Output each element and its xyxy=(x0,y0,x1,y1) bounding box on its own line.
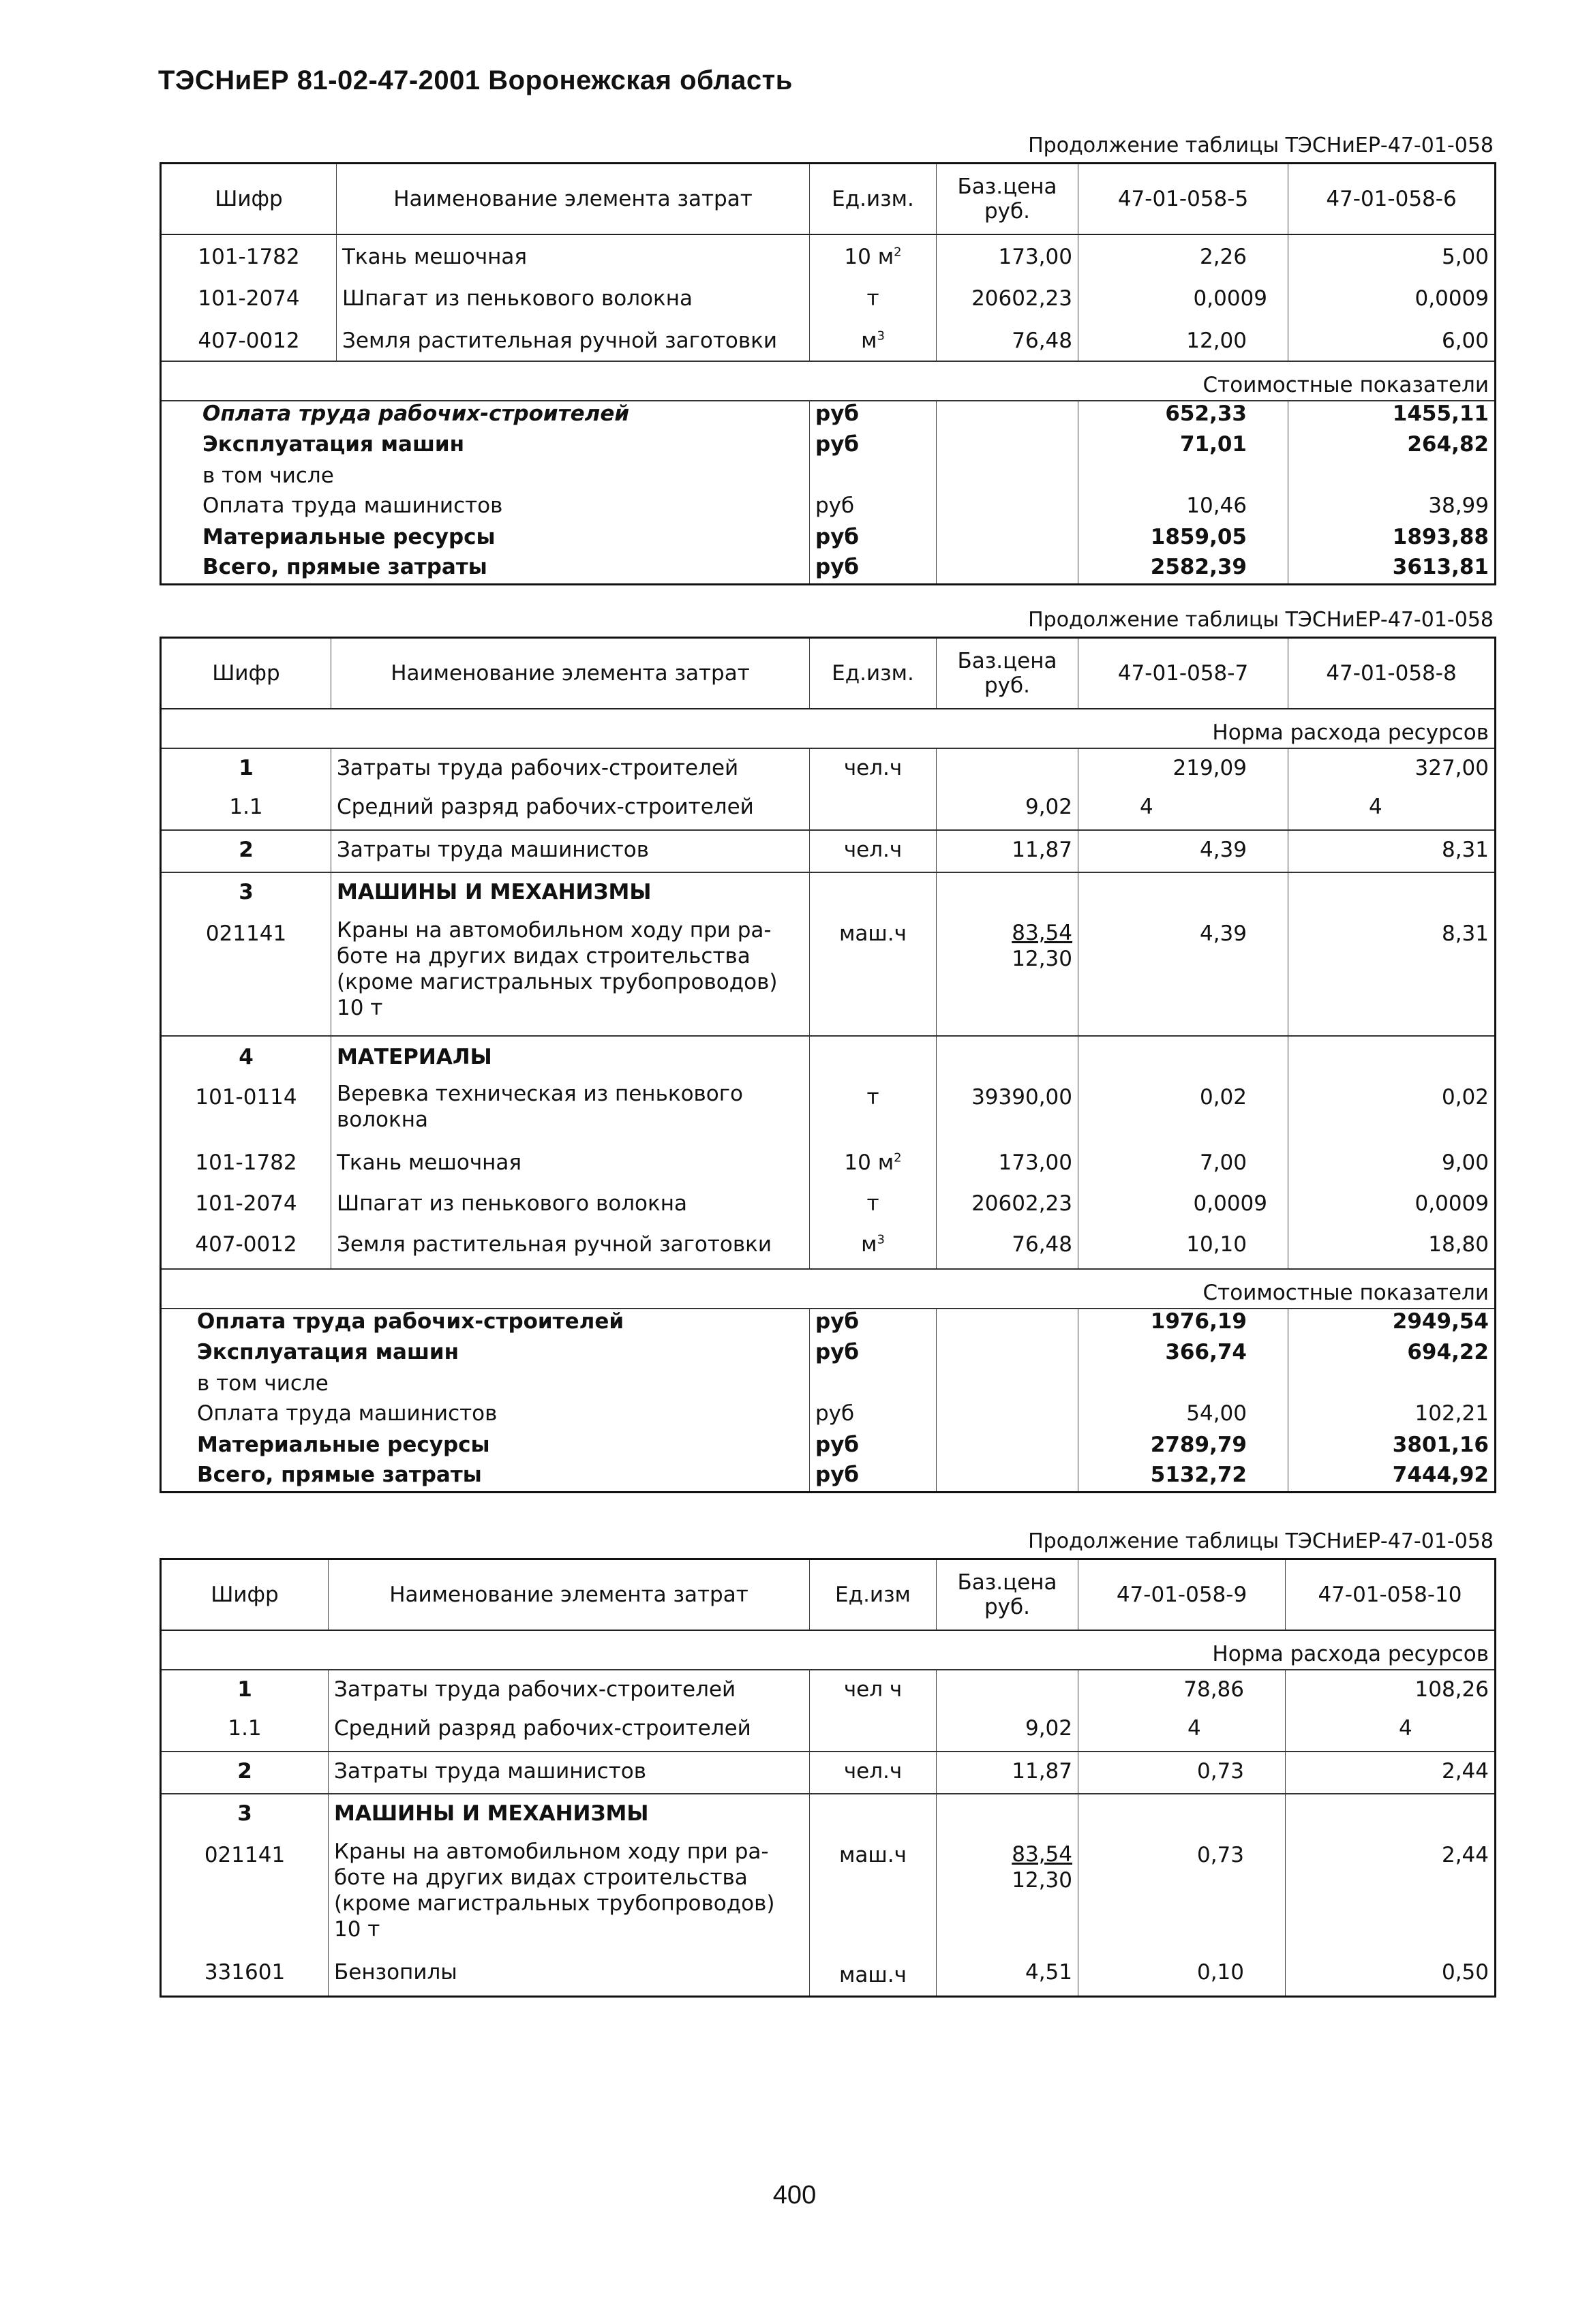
norm-header: Норма расхода ресурсов xyxy=(161,709,1496,748)
table-row: 101-2074 Шпагат из пенькового волокна т 20602,23 0,0009 0,0009 xyxy=(161,1186,1496,1227)
table-row: 1 Затраты труда рабочих-строителей чел.ч 219,09 327,00 xyxy=(161,748,1496,791)
table-row: 021141 Краны на автомобильном ходу при ра-боте на других видах строительства (кроме магистральных трубопроводов) 10 т маш.ч 83,54 12,30 4,39 8,31 xyxy=(161,915,1496,1036)
table-row: 101-1782 Ткань мешочная 10 $м^2$ 173,00 2,26 5,00 xyxy=(161,234,1496,277)
col-name-header: Наименование элемента затрат xyxy=(331,638,810,709)
table3: Шифр Наименование элемента затрат Ед.изм Баз.цена руб. 47-01-058-9 47-01-058-10 Норма расхода ресурсов 1 Затраты труда рабочих-строителей чел ч 78,86 108,26 1.1 Средний разряд рабочих-строителей 9,02 4 4 2 Затраты труда машинистов чел.ч 11,87 0,73 2,44 3 МАШИНЫ И МЕХАНИЗМЫ 021141 Краны на автомобильном ходу при ра-боте на других видах строительства (кроме магистральных трубопроводов) 10 т маш.ч 83,54 12,30 0,73 2,44 331601 Бензопилы маш.ч 4,51 0,10 0,50 xyxy=(160,1558,1496,1998)
table-row: 021141 Краны на автомобильном ходу при ра-боте на других видах строительства (кроме магистральных трубопроводов) 10 т маш.ч 83,54 12,30 0,73 2,44 xyxy=(161,1836,1496,1956)
col-b-header: 47-01-058-10 xyxy=(1286,1559,1496,1630)
table3-continuation: Продолжение таблицы ТЭСНиЕР-47-01-058 xyxy=(1028,1529,1494,1553)
col-price-header: Баз.цена руб. xyxy=(937,1559,1078,1630)
cost-header: Стоимостные показатели xyxy=(161,361,1496,401)
table2: Шифр Наименование элемента затрат Ед.изм. Баз.цена руб. 47-01-058-7 47-01-058-8 Норма расхода ресурсов 1 Затраты труда рабочих-строителей чел.ч 219,09 327,00 1.1 Средний разряд рабочих-строителей 9,02 4 4 2 Затраты труда машинистов чел.ч 11,87 4,39 8,31 3 МАШИНЫ И МЕХАНИЗМЫ 021141 Краны на автомобильном ходу при ра-боте на других видах строительства (кроме магистральных трубопроводов) 10 т маш.ч 83,54 12,30 4,39 8,31 4 МАТЕРИАЛЫ 101-0114 Веревка техническая из пенькового волокна т 39390,00 0,02 0,02 101-1782 Ткань мешочная 10 $м^2$ 173,00 7,00 9,00 101-2074 Шпагат из пенькового волокна т 20602,23 0,0009 0,0009 407-0012 Земля растительная ручной заготовки $м^3$ 76,48 10,10 18,80 Стоимостные показатели Оплата труда рабочих-строителей руб 1976,19 2949,54 Эксплуатация машин руб 366,74 694,22 в том числе Оплата труда машинистов руб 54,00 102,21 Материальные ресурсы руб 2789,79 3801,16 Всего, прямые затраты руб 5132,72 7444,92 xyxy=(160,637,1496,1493)
table-row: 407-0012 Земля растительная ручной заготовки $м^3$ 76,48 10,10 18,80 xyxy=(161,1227,1496,1269)
table-row: 1.1 Средний разряд рабочих-строителей 9,02 4 4 xyxy=(161,1712,1496,1752)
col-a-header: 47-01-058-9 xyxy=(1078,1559,1286,1630)
col-price-header: Баз.цена руб. xyxy=(937,638,1078,709)
table-row: 331601 Бензопилы маш.ч 4,51 0,10 0,50 xyxy=(161,1956,1496,1997)
cost-header: Стоимостные показатели xyxy=(161,1269,1496,1309)
table-row: 101-0114 Веревка техническая из пенькового волокна т 39390,00 0,02 0,02 xyxy=(161,1078,1496,1145)
col-a-header: 47-01-058-5 xyxy=(1078,164,1288,234)
col-code-header: Шифр xyxy=(161,164,337,234)
col-a-header: 47-01-058-7 xyxy=(1078,638,1288,709)
table-row: 101-2074 Шпагат из пенькового волокна т 20602,23 0,0009 0,0009 xyxy=(161,277,1496,319)
col-b-header: 47-01-058-6 xyxy=(1288,164,1496,234)
col-name-header: Наименование элемента затрат xyxy=(337,164,810,234)
table2-continuation: Продолжение таблицы ТЭСНиЕР-47-01-058 xyxy=(1028,608,1494,632)
page-number: 400 xyxy=(772,2181,817,2210)
col-code-header: Шифр xyxy=(161,638,331,709)
norm-header: Норма расхода ресурсов xyxy=(161,1630,1496,1670)
table-row: 407-0012 Земля растительная ручной заготовки $м^3$ 76,48 12,00 6,00 xyxy=(161,319,1496,361)
col-unit-header: Ед.изм xyxy=(810,1559,937,1630)
table-row: 1.1 Средний разряд рабочих-строителей 9,02 4 4 xyxy=(161,791,1496,830)
col-code-header: Шифр xyxy=(161,1559,329,1630)
table-row: 101-1782 Ткань мешочная 10 $м^2$ 173,00 7,00 9,00 xyxy=(161,1145,1496,1186)
col-price-header: Баз.цена руб. xyxy=(937,164,1078,234)
col-unit-header: Ед.изм. xyxy=(810,164,937,234)
table1: Шифр Наименование элемента затрат Ед.изм. Баз.цена руб. 47-01-058-5 47-01-058-6 101-1782 Ткань мешочная 10 $м^2$ 173,00 2,26 5,00 101-2074 Шпагат из пенькового волокна т 20602,23 0,0009 0,0009 407-0012 Земля растительная ручной заготовки $м^3$ 76,48 12,00 6,00 Стоимостные показатели Оплата труда рабочих-строителей руб 652,33 1455,11 Эксплуатация машин руб 71,01 264,82 в том числе Оплата труда машинистов руб 10,46 38,99 Материальные ресурсы руб 1859,05 1893,88 Всего, прямые затраты руб 2582,39 3613,81 xyxy=(160,162,1496,585)
table-row: 1 Затраты труда рабочих-строителей чел ч 78,86 108,26 xyxy=(161,1670,1496,1712)
table1-continuation: Продолжение таблицы ТЭСНиЕР-47-01-058 xyxy=(1028,134,1494,157)
col-name-header: Наименование элемента затрат xyxy=(329,1559,810,1630)
table-row: 2 Затраты труда машинистов чел.ч 11,87 0,73 2,44 xyxy=(161,1752,1496,1794)
document-title: ТЭСНиЕР 81-02-47-2001 Воронежская область xyxy=(158,65,793,95)
col-b-header: 47-01-058-8 xyxy=(1288,638,1496,709)
table-row: 2 Затраты труда машинистов чел.ч 11,87 4,39 8,31 xyxy=(161,830,1496,872)
col-unit-header: Ед.изм. xyxy=(810,638,937,709)
